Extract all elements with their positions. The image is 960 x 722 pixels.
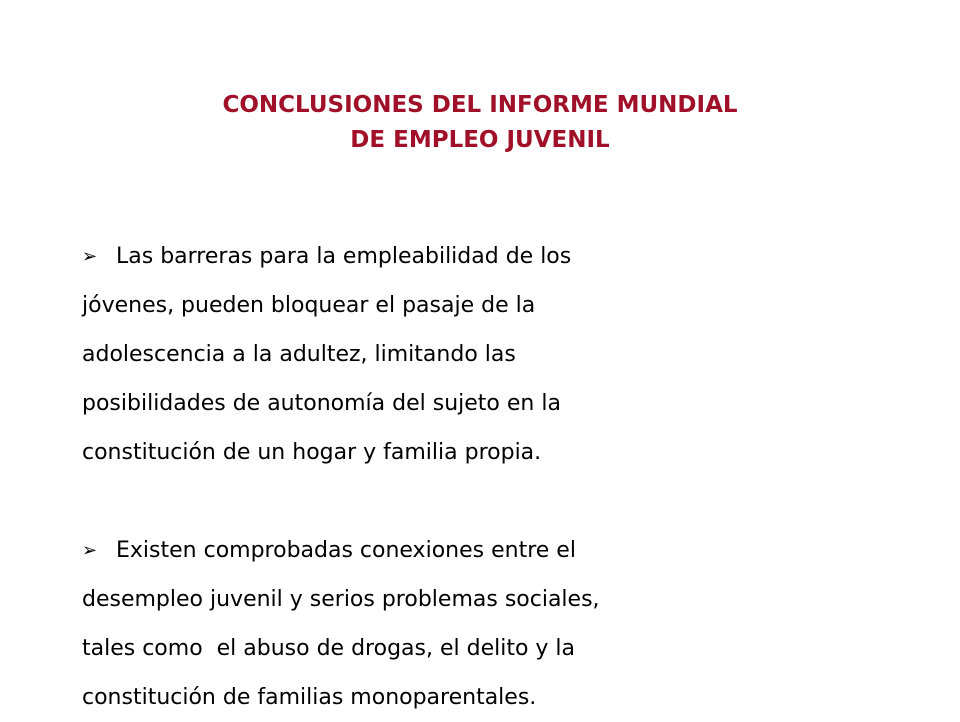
bullet-paragraph-2-line-1 xyxy=(82,526,922,575)
slide-title-line-1: CONCLUSIONES DEL INFORME MUNDIAL xyxy=(222,92,738,118)
bullet-paragraph-2-text-1: Existen comprobadas conexiones entre el xyxy=(116,538,576,563)
paragraph-spacer xyxy=(82,477,922,526)
bullet-paragraph-2-line-3: tales como el abuso de drogas, el delito y la xyxy=(82,636,576,661)
arrowhead-bullet-icon: ➢ xyxy=(82,540,98,561)
slide-title-line-2: DE EMPLEO JUVENIL xyxy=(350,127,610,153)
bullet-paragraph-1-line-2: jóvenes, pueden bloquear el pasaje de la xyxy=(82,293,536,318)
arrowhead-bullet-icon: ➢ xyxy=(82,246,98,267)
slide-body xyxy=(82,232,922,722)
bullet-paragraph-1-line-3: adolescencia a la adultez, limitando las xyxy=(82,342,516,367)
bullet-paragraph-1-line-4: posibilidades de autonomía del sujeto en la xyxy=(82,391,561,416)
bullet-paragraph-2-line-2: desempleo juvenil y serios problemas sociales, xyxy=(82,587,600,612)
bullet-paragraph-1-text-1: Las barreras para la empleabilidad de los xyxy=(116,244,572,269)
bullet-paragraph-1-line-1 xyxy=(82,232,922,281)
bullet-paragraph-1 xyxy=(82,232,922,477)
bullet-paragraph-2 xyxy=(82,526,922,722)
bullet-paragraph-2-line-4: constitución de familias monoparentales. xyxy=(82,685,537,710)
slide-title xyxy=(80,88,880,158)
bullet-paragraph-1-line-5: constitución de un hogar y familia propia. xyxy=(82,440,542,465)
